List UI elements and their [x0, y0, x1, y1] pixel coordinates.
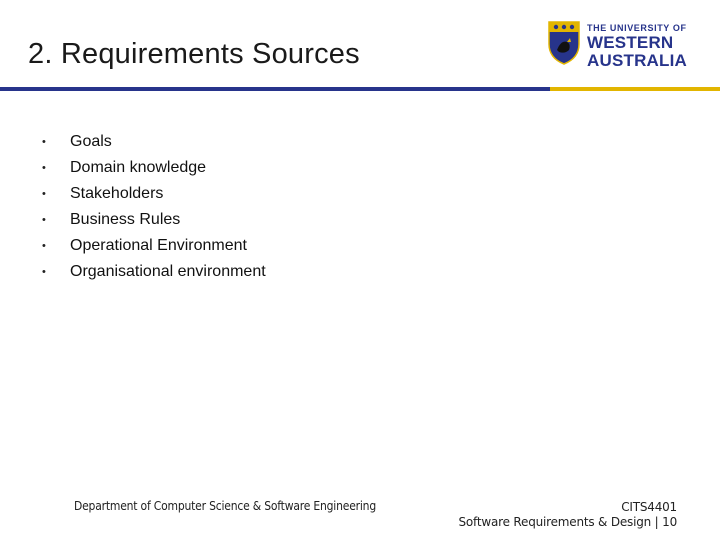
bullet-item: [42, 129, 266, 155]
logo-wordmark: [587, 24, 687, 69]
university-logo: [547, 20, 688, 70]
bullet-dot-icon: •: [42, 240, 46, 252]
bullet-list: [42, 129, 266, 285]
bullet-dot-icon: •: [42, 136, 46, 148]
bullet-dot-icon: •: [42, 162, 46, 174]
footer-course-info: [459, 500, 678, 530]
title-rule-gold: [550, 87, 720, 91]
crest-icon: [547, 20, 581, 66]
bullet-dot-icon: •: [42, 188, 46, 200]
bullet-text: Domain knowledge: [70, 159, 207, 176]
bullet-item: [42, 259, 266, 285]
title-rule-blue: [0, 87, 550, 91]
bullet-dot-icon: •: [42, 214, 46, 226]
bullet-item: [42, 181, 266, 207]
bullet-text: Organisational environment: [70, 263, 266, 280]
bullet-dot-icon: •: [42, 266, 46, 278]
bullet-item: [42, 207, 266, 233]
bullet-text: Stakeholders: [70, 185, 164, 202]
bullet-text: Operational Environment: [70, 237, 247, 254]
footer-course-page: Software Requirements & Design | 10: [458, 515, 677, 529]
bullet-item: [42, 155, 266, 181]
footer-course-code: CITS4401: [621, 500, 677, 514]
bullet-text: Goals: [70, 133, 112, 150]
bullet-text: Business Rules: [70, 211, 181, 228]
slide-title: 2. Requirements Sources: [28, 38, 360, 70]
logo-line-1: THE UNIVERSITY OF: [587, 23, 687, 33]
logo-line-2: WESTERN: [587, 33, 674, 52]
logo-line-3: AUSTRALIA: [587, 51, 688, 70]
bullet-item: [42, 233, 266, 259]
footer-department: Department of Computer Science & Software Engineering: [74, 499, 376, 513]
slide-header: [0, 0, 720, 88]
